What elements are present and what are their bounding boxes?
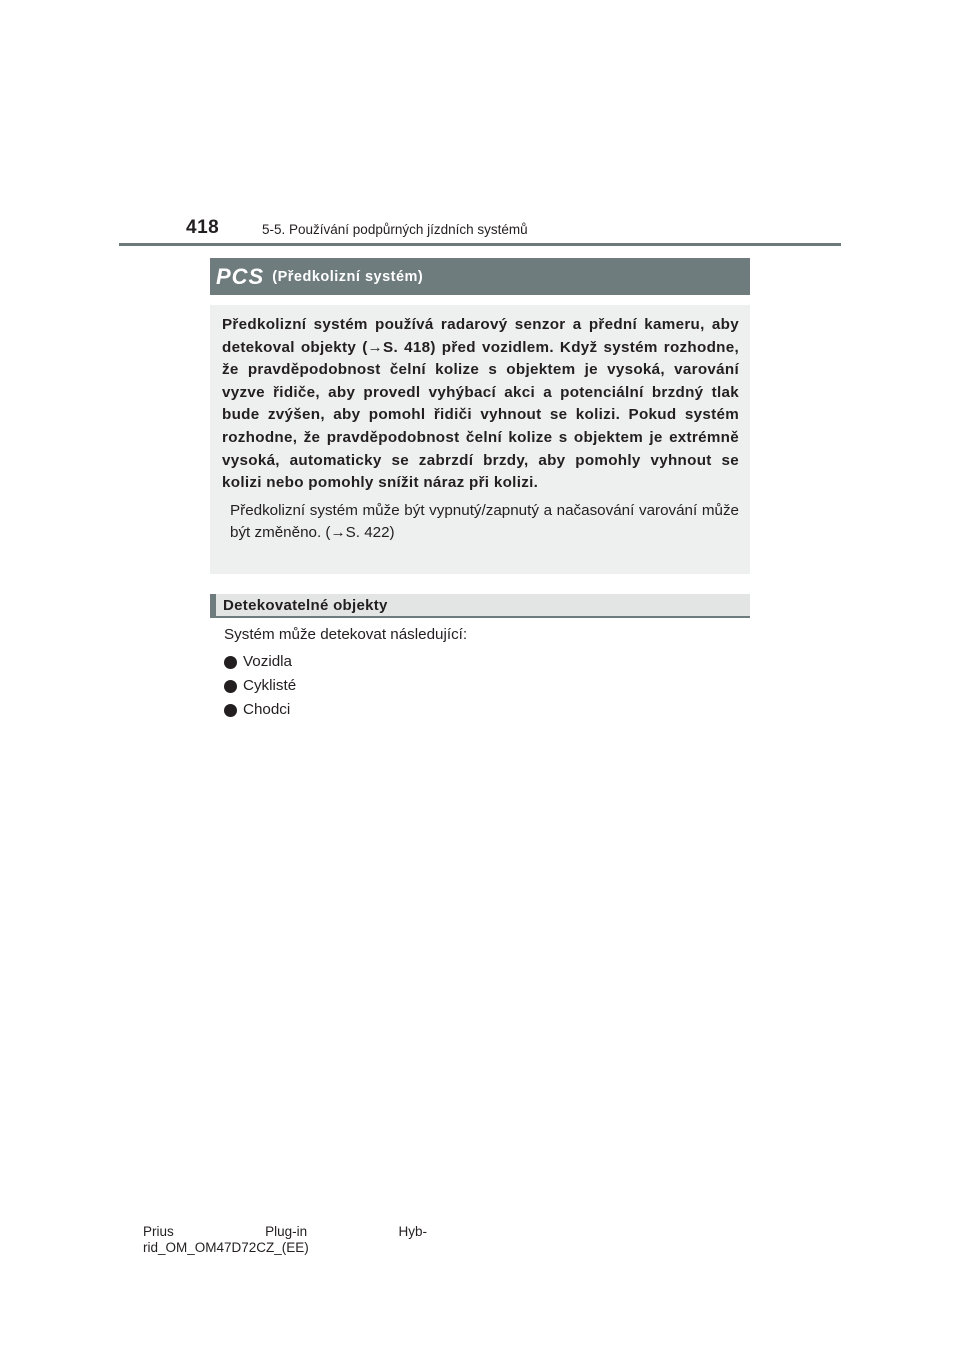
list-item-label: Vozidla (243, 653, 292, 670)
intro-text: Předkolizní systém používá radarový senzor a přední kameru, aby detekoval objekty (→S. 418) před vozidlem. Když systém rozhodne, že pravděpodobnost čelní kolize s objektem je vysoká, varování vyzve řidiče, aby provedl vyhýbací akci a potenciální brzdný tlak bude zvýšen, aby pomohl řidiči vyhnout se kolizi. Pokud systém rozhodne, že pravděpodobnost čelní kolize s objektem je extrémně vysoká, automaticky se zabrzdí brzdy, aby pomohly vyhnout se kolizi nebo pomohly snížit náraz při kolizi. (222, 316, 739, 492)
page-number: 418 (186, 217, 220, 238)
bullet-icon (224, 656, 237, 669)
pcs-abbreviation: PCS (216, 263, 265, 289)
detectable-list (224, 650, 296, 722)
footer-model-id (143, 1224, 427, 1256)
intro-note: Předkolizní systém může být vypnutý/zapnutý a načasování varování může být změněno. (→S. 422) (230, 501, 739, 542)
detectable-intro: Systém může detekovat následující: (224, 626, 468, 643)
footer-word: Prius (143, 1224, 174, 1239)
pcs-subtitle: (Předkolizní systém) (272, 268, 424, 285)
list-item (224, 650, 296, 674)
pcs-banner (210, 258, 750, 295)
list-item-label: Cyklisté (243, 677, 297, 694)
intro-box (210, 305, 750, 574)
footer-line-1 (143, 1224, 427, 1240)
footer-line-2: rid_OM_OM47D72CZ_(EE) (143, 1240, 309, 1255)
subsection-header (210, 594, 750, 618)
bullet-icon (224, 704, 237, 717)
footer-word: Hyb- (398, 1224, 427, 1239)
list-item (224, 698, 296, 722)
footer-word: Plug-in (265, 1224, 308, 1239)
header-rule (119, 243, 841, 246)
subsection-title: Detekovatelné objekty (223, 596, 388, 614)
list-item-label: Chodci (243, 701, 291, 718)
section-title: 5-5. Používání podpůrných jízdních systémů (262, 222, 528, 237)
bullet-icon (224, 680, 237, 693)
list-item (224, 674, 296, 698)
